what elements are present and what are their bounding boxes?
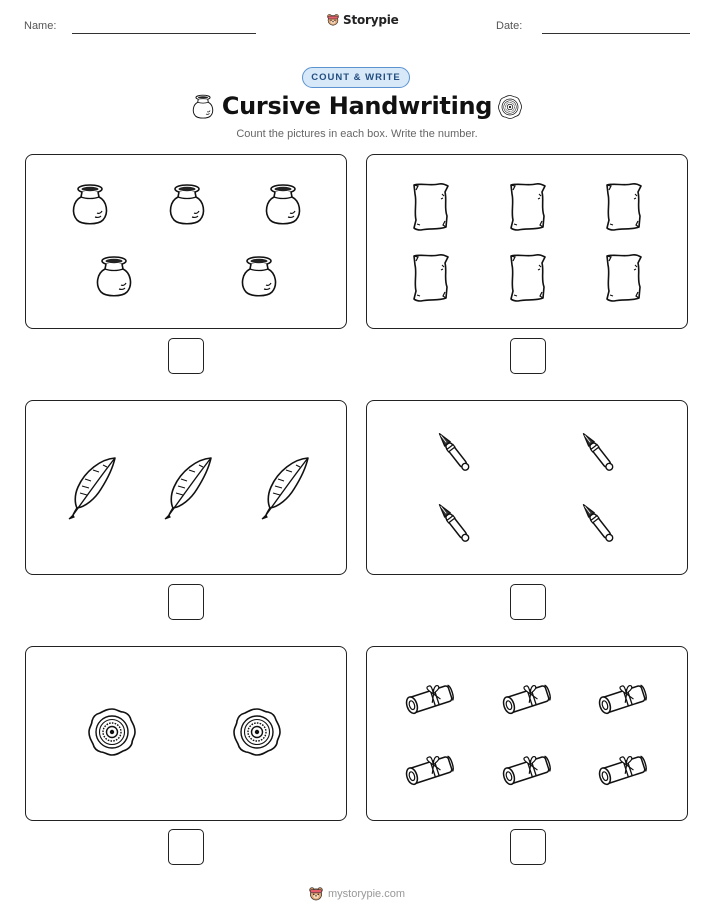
count-panel-scrolls <box>366 646 688 821</box>
answer-box-parchments[interactable] <box>510 338 546 374</box>
parchment-icon <box>511 255 545 301</box>
wax-seal-icon <box>497 94 523 120</box>
fountain-pen-nib-icon <box>436 431 470 472</box>
parchment-icon <box>414 184 448 230</box>
fountain-pen-nib-icon <box>580 502 614 543</box>
count-panel-seals <box>25 646 347 821</box>
answer-box-ink-pots[interactable] <box>168 338 204 374</box>
storypie-bear-icon <box>308 886 324 902</box>
scroll-icon <box>500 680 552 715</box>
ink-pot-icon <box>171 185 204 224</box>
count-panel-pens <box>366 400 688 575</box>
date-field-line[interactable] <box>542 33 690 34</box>
footer <box>308 886 405 902</box>
answer-box-feathers[interactable] <box>168 584 204 620</box>
name-label: Name: <box>24 20 57 32</box>
ink-pot-icon <box>267 185 300 224</box>
parchment-icon <box>607 184 641 230</box>
wax-seal-icon <box>234 709 280 755</box>
scroll-icon <box>403 751 455 786</box>
fountain-pen-nib-icon <box>436 502 470 543</box>
activity-badge: COUNT & WRITE <box>302 67 410 88</box>
answer-box-seals[interactable] <box>168 829 204 865</box>
answer-box-scrolls[interactable] <box>510 829 546 865</box>
page-title: Cursive Handwriting <box>221 92 493 120</box>
scroll-icon <box>500 751 552 786</box>
ink-pot-icon <box>98 257 131 296</box>
count-panel-feathers <box>25 400 347 575</box>
fountain-pen-nib-icon <box>580 431 614 472</box>
answer-box-pens[interactable] <box>510 584 546 620</box>
brand-logo <box>326 12 399 28</box>
ink-pot-icon <box>243 257 276 296</box>
name-field-line[interactable] <box>72 33 256 34</box>
date-label: Date: <box>496 20 523 32</box>
feather-quill-icon <box>165 458 211 519</box>
footer-url[interactable]: mystorypie.com <box>328 888 406 900</box>
wax-seal-icon <box>89 709 135 755</box>
feather-quill-icon <box>262 458 308 519</box>
feather-quill-icon <box>69 458 115 519</box>
instructions: Count the pictures in each box. Write the number. <box>236 128 478 140</box>
parchment-icon <box>607 255 641 301</box>
parchment-icon <box>511 184 545 230</box>
scroll-icon <box>596 680 648 715</box>
parchment-icon <box>414 255 448 301</box>
scroll-icon <box>403 680 455 715</box>
count-panel-parchments <box>366 154 688 329</box>
count-panel-ink-pots <box>25 154 347 329</box>
scroll-icon <box>596 751 648 786</box>
storypie-bear-icon <box>326 12 340 28</box>
brand-name: Storypie <box>343 13 399 27</box>
ink-pot-icon <box>74 185 107 224</box>
